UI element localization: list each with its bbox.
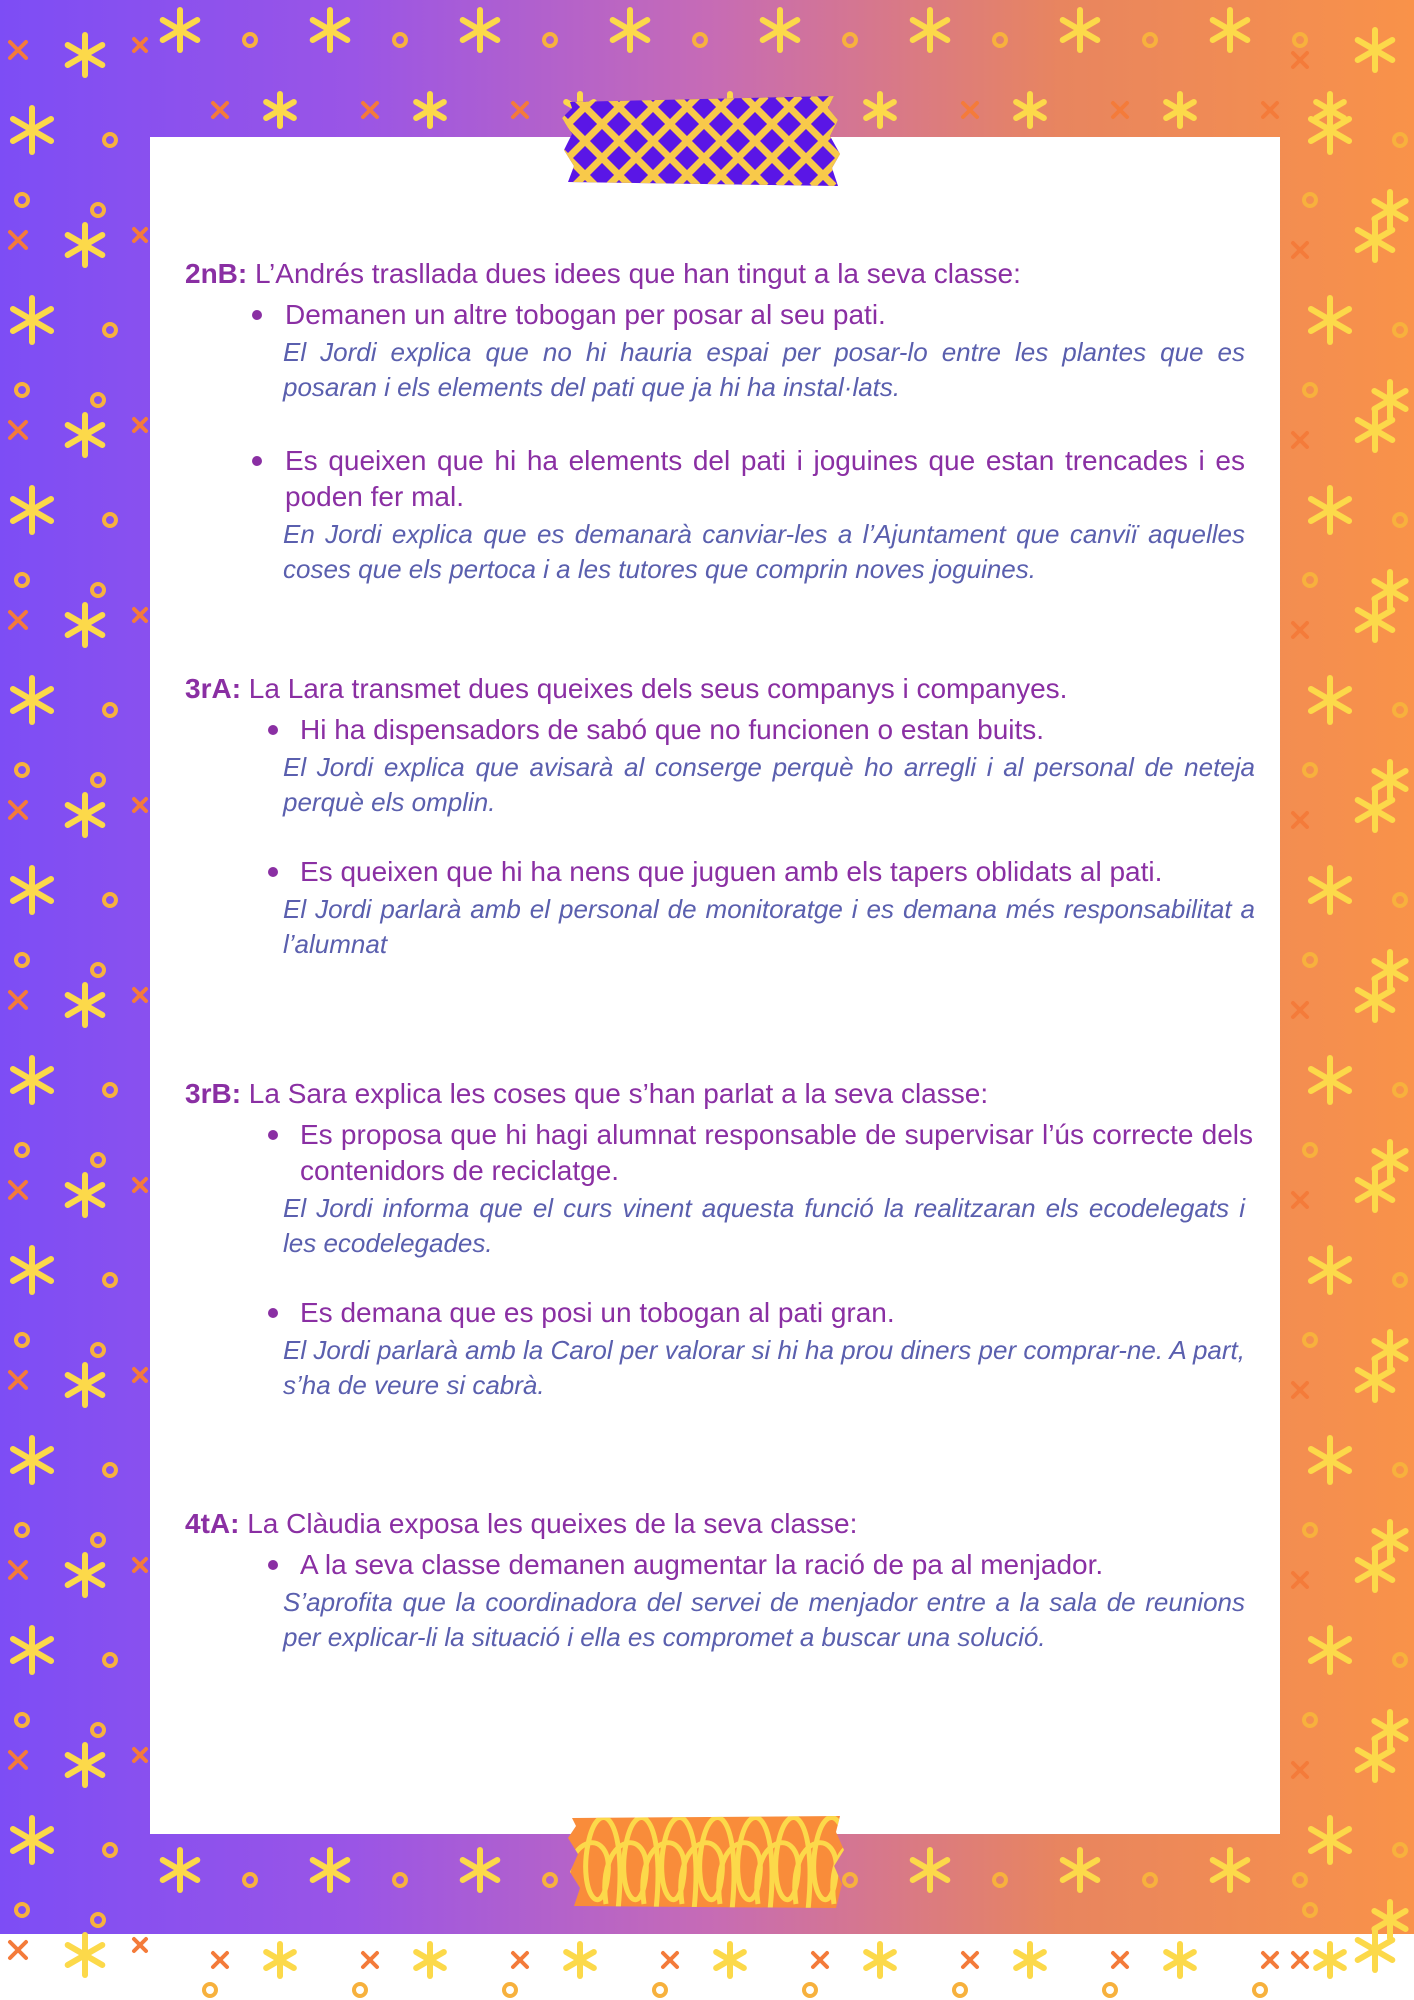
list-item	[185, 443, 1255, 587]
ring-icon	[204, 1984, 216, 1996]
ring-icon	[16, 574, 28, 586]
star-icon	[463, 10, 498, 50]
class-tag: 3rA:	[185, 673, 242, 704]
cross-icon	[10, 1562, 26, 1578]
item-text: Es proposa que hi hagi alumnat responsable de supervisar l’ús correcte dels contenidors de reciclatge.	[300, 1119, 1253, 1186]
star-icon	[416, 1944, 444, 1976]
ring-icon	[104, 894, 116, 906]
cross-icon	[963, 1953, 977, 1967]
star-icon	[1374, 382, 1405, 418]
star-icon	[13, 1628, 51, 1672]
list-item	[185, 1295, 1255, 1403]
bullet-icon	[268, 725, 278, 735]
star-icon	[68, 1365, 103, 1405]
ring-icon	[104, 324, 116, 336]
ring-icon	[394, 34, 406, 46]
ring-icon	[16, 764, 28, 776]
cross-icon	[663, 1953, 677, 1967]
star-icon	[68, 795, 103, 835]
cross-icon	[10, 1942, 26, 1958]
class-section	[185, 255, 1255, 587]
item-text: Es queixen que hi ha elements del pati i joguines que estan trencades i es poden fer mal.	[285, 445, 1245, 512]
ring-icon	[1254, 1984, 1266, 1996]
ring-icon	[1104, 1984, 1116, 1996]
list-item	[185, 712, 1255, 820]
star-icon	[1374, 1712, 1405, 1748]
ring-icon	[1144, 34, 1156, 46]
cross-icon	[1293, 1953, 1307, 1967]
star-icon	[1374, 1902, 1405, 1938]
cross-icon	[1293, 243, 1307, 257]
cross-icon	[10, 422, 26, 438]
star-icon	[13, 1438, 51, 1482]
star-icon	[613, 10, 648, 50]
heading-text: L’Andrés trasllada dues idees que han tingut a la seva classe:	[247, 258, 1021, 289]
star-icon	[13, 1058, 51, 1102]
ring-icon	[92, 584, 104, 596]
cross-icon	[1263, 103, 1277, 117]
list-item	[185, 854, 1255, 962]
ring-icon	[16, 384, 28, 396]
cross-icon	[134, 229, 146, 241]
ring-icon	[544, 1874, 556, 1886]
cross-icon	[10, 1752, 26, 1768]
ring-icon	[92, 774, 104, 786]
ring-icon	[1304, 1904, 1316, 1916]
ring-icon	[994, 34, 1006, 46]
star-icon	[1374, 572, 1405, 608]
ring-icon	[16, 1334, 28, 1346]
star-icon	[1016, 1944, 1044, 1976]
ring-icon	[104, 1844, 116, 1856]
star-icon	[13, 488, 51, 532]
ring-icon	[244, 34, 256, 46]
cross-icon	[134, 419, 146, 431]
ring-icon	[104, 514, 116, 526]
item-text: Es queixen que hi ha nens que juguen amb els tapers oblidats al pati.	[300, 856, 1163, 887]
cross-icon	[1293, 623, 1307, 637]
star-icon	[1213, 1850, 1248, 1890]
ring-icon	[104, 1084, 116, 1096]
cross-icon	[10, 612, 26, 628]
star-icon	[266, 94, 294, 126]
star-icon	[13, 868, 51, 912]
ring-icon	[1304, 1144, 1316, 1156]
star-icon	[1166, 94, 1194, 126]
heading-text: La Sara explica les coses que s’han parlat a la seva classe:	[241, 1078, 989, 1109]
ring-icon	[92, 1344, 104, 1356]
cross-icon	[1293, 1003, 1307, 1017]
bullet-icon	[268, 1130, 278, 1140]
ring-icon	[1394, 134, 1406, 146]
star-icon	[68, 1745, 103, 1785]
cross-icon	[1113, 103, 1127, 117]
star-icon	[13, 1818, 51, 1862]
ring-icon	[1304, 1524, 1316, 1536]
ring-icon	[394, 1874, 406, 1886]
star-icon	[1358, 30, 1393, 70]
star-icon	[68, 225, 103, 265]
cross-icon	[513, 1953, 527, 1967]
cross-icon	[213, 1953, 227, 1967]
star-icon	[163, 1850, 198, 1890]
star-icon	[463, 1850, 498, 1890]
cross-icon	[1293, 1193, 1307, 1207]
star-icon	[1374, 192, 1405, 228]
ring-icon	[654, 1984, 666, 1996]
ring-icon	[1394, 894, 1406, 906]
star-icon	[68, 415, 103, 455]
cross-icon	[134, 39, 146, 51]
star-icon	[13, 298, 51, 342]
star-icon	[68, 1935, 103, 1975]
cross-icon	[10, 1372, 26, 1388]
star-icon	[1311, 488, 1349, 532]
star-icon	[1374, 762, 1405, 798]
cross-icon	[134, 799, 146, 811]
cross-icon	[134, 1749, 146, 1761]
item-reply: El Jordi informa que el curs vinent aquesta funció la realitzaran els ecodelegats i les ecodelegades.	[283, 1193, 1245, 1258]
ring-icon	[16, 1524, 28, 1536]
star-icon	[266, 1944, 294, 1976]
ring-icon	[92, 394, 104, 406]
ring-icon	[1394, 1084, 1406, 1096]
cross-icon	[1293, 1573, 1307, 1587]
ring-icon	[804, 1984, 816, 1996]
cross-icon	[213, 103, 227, 117]
item-reply: El Jordi parlarà amb el personal de monitoratge i es demana més responsabilitat a l’alumnat	[283, 894, 1255, 959]
ring-icon	[92, 204, 104, 216]
star-icon	[1016, 94, 1044, 126]
section-heading	[185, 255, 1255, 293]
list-item	[185, 1547, 1255, 1655]
star-icon	[313, 1850, 348, 1890]
ring-icon	[92, 1914, 104, 1926]
ring-icon	[16, 194, 28, 206]
ring-icon	[544, 34, 556, 46]
star-icon	[68, 605, 103, 645]
ring-icon	[104, 1274, 116, 1286]
section-heading	[185, 670, 1255, 708]
ring-icon	[1144, 1874, 1156, 1886]
ring-icon	[16, 1144, 28, 1156]
ring-icon	[1394, 1654, 1406, 1666]
cross-icon	[10, 992, 26, 1008]
item-reply: El Jordi parlarà amb la Carol per valorar si hi ha prou diners per comprar-ne. A part, s’ha de veure si cabrà.	[283, 1335, 1245, 1400]
cross-icon	[134, 609, 146, 621]
ring-icon	[16, 1904, 28, 1916]
heading-text: La Clàudia exposa les queixes de la seva classe:	[239, 1508, 858, 1539]
cross-icon	[134, 989, 146, 1001]
ring-icon	[104, 1464, 116, 1476]
class-section	[185, 1075, 1255, 1403]
bullet-icon	[268, 1308, 278, 1318]
cross-icon	[813, 1953, 827, 1967]
cross-icon	[10, 1182, 26, 1198]
star-icon	[1374, 1332, 1405, 1368]
ring-icon	[104, 704, 116, 716]
star-icon	[1311, 1438, 1349, 1482]
ring-icon	[504, 1984, 516, 1996]
section-heading	[185, 1505, 1255, 1543]
ring-icon	[92, 964, 104, 976]
star-icon	[763, 10, 798, 50]
item-text: Hi ha dispensadors de sabó que no funcionen o estan buits.	[300, 714, 1045, 745]
ring-icon	[1394, 704, 1406, 716]
star-icon	[1316, 1944, 1344, 1976]
ring-icon	[244, 1874, 256, 1886]
star-icon	[1166, 1944, 1194, 1976]
ring-icon	[1394, 1464, 1406, 1476]
item-reply: S’aprofita que la coordinadora del servei de menjador entre a la sala de reunions per explicar-li la situació i ella es compromet a buscar una solució.	[283, 1587, 1245, 1652]
cross-icon	[134, 1179, 146, 1191]
ring-icon	[1394, 1274, 1406, 1286]
class-tag: 4tA:	[185, 1508, 240, 1539]
ring-icon	[1304, 1334, 1316, 1346]
bullet-icon	[252, 310, 262, 320]
item-text: Demanen un altre tobogan per posar al seu pati.	[285, 299, 886, 330]
star-icon	[913, 10, 948, 50]
ring-icon	[1294, 34, 1306, 46]
ring-icon	[844, 34, 856, 46]
ring-icon	[1294, 1874, 1306, 1886]
ring-icon	[92, 1154, 104, 1166]
cross-icon	[134, 1369, 146, 1381]
ring-icon	[1304, 194, 1316, 206]
ring-icon	[92, 1534, 104, 1546]
star-icon	[566, 1944, 594, 1976]
star-icon	[1311, 868, 1349, 912]
cross-icon	[963, 103, 977, 117]
section-heading	[185, 1075, 1255, 1113]
bullet-icon	[252, 456, 262, 466]
ring-icon	[1304, 384, 1316, 396]
list-item	[185, 1117, 1255, 1261]
class-section	[185, 670, 1255, 962]
star-icon	[913, 1850, 948, 1890]
class-tag: 3rB:	[185, 1078, 242, 1109]
cross-icon	[134, 1559, 146, 1571]
cross-icon	[1293, 813, 1307, 827]
star-icon	[1311, 298, 1349, 342]
ring-icon	[994, 1874, 1006, 1886]
cross-icon	[1113, 1953, 1127, 1967]
ring-icon	[1394, 1844, 1406, 1856]
washi-tape-bottom	[568, 1814, 844, 1910]
star-icon	[68, 1175, 103, 1215]
ring-icon	[1394, 324, 1406, 336]
star-icon	[68, 1555, 103, 1595]
ring-icon	[16, 1714, 28, 1726]
ring-icon	[694, 34, 706, 46]
cross-icon	[1293, 1763, 1307, 1777]
item-text: Es demana que es posi un tobogan al pati gran.	[300, 1297, 895, 1328]
star-icon	[1311, 1058, 1349, 1102]
cross-icon	[10, 802, 26, 818]
ring-icon	[1304, 954, 1316, 966]
cross-icon	[363, 1953, 377, 1967]
cross-icon	[10, 42, 26, 58]
star-icon	[716, 1944, 744, 1976]
star-icon	[13, 678, 51, 722]
bullet-icon	[268, 1560, 278, 1570]
ring-icon	[354, 1984, 366, 1996]
star-icon	[1311, 678, 1349, 722]
star-icon	[1213, 10, 1248, 50]
item-reply: El Jordi explica que avisarà al conserge perquè ho arregli i al personal de neteja perquè els omplin.	[283, 752, 1255, 817]
cross-icon	[1293, 433, 1307, 447]
star-icon	[1374, 1522, 1405, 1558]
star-icon	[13, 108, 51, 152]
star-icon	[68, 985, 103, 1025]
ring-icon	[1304, 1714, 1316, 1726]
star-icon	[1063, 10, 1098, 50]
ring-icon	[1394, 514, 1406, 526]
star-icon	[866, 1944, 894, 1976]
item-reply: En Jordi explica que es demanarà canviar-les a l’Ajuntament que canviï aquelles coses que els pertoca i a les tutores que comprin noves joguines.	[283, 519, 1245, 584]
cross-icon	[1293, 53, 1307, 67]
star-icon	[416, 94, 444, 126]
ring-icon	[16, 954, 28, 966]
ring-icon	[844, 1874, 856, 1886]
ring-icon	[954, 1984, 966, 1996]
class-tag: 2nB:	[185, 258, 248, 289]
ring-icon	[92, 1724, 104, 1736]
ring-icon	[104, 1654, 116, 1666]
cross-icon	[1263, 1953, 1277, 1967]
item-reply: El Jordi explica que no hi hauria espai per posar-lo entre les plantes que es posaran i els elements del pati que ja hi ha instal·lats.	[283, 337, 1245, 402]
star-icon	[13, 1248, 51, 1292]
star-icon	[866, 94, 894, 126]
ring-icon	[1304, 764, 1316, 776]
star-icon	[68, 35, 103, 75]
washi-tape-top	[562, 96, 842, 186]
star-icon	[313, 10, 348, 50]
class-section	[185, 1505, 1255, 1655]
star-icon	[1311, 1628, 1349, 1672]
ring-icon	[104, 134, 116, 146]
ring-icon	[1304, 574, 1316, 586]
cross-icon	[1293, 1383, 1307, 1397]
cross-icon	[363, 103, 377, 117]
item-text: A la seva classe demanen augmentar la ració de pa al menjador.	[300, 1549, 1104, 1580]
heading-text: La Lara transmet dues queixes dels seus companys i companyes.	[241, 673, 1068, 704]
cross-icon	[134, 1939, 146, 1951]
star-icon	[1311, 1248, 1349, 1292]
bullet-icon	[268, 867, 278, 877]
list-item	[185, 297, 1255, 405]
star-icon	[163, 10, 198, 50]
star-icon	[1063, 1850, 1098, 1890]
star-icon	[1311, 1818, 1349, 1862]
cross-icon	[10, 232, 26, 248]
star-icon	[1374, 1142, 1405, 1178]
star-icon	[1374, 952, 1405, 988]
cross-icon	[513, 103, 527, 117]
